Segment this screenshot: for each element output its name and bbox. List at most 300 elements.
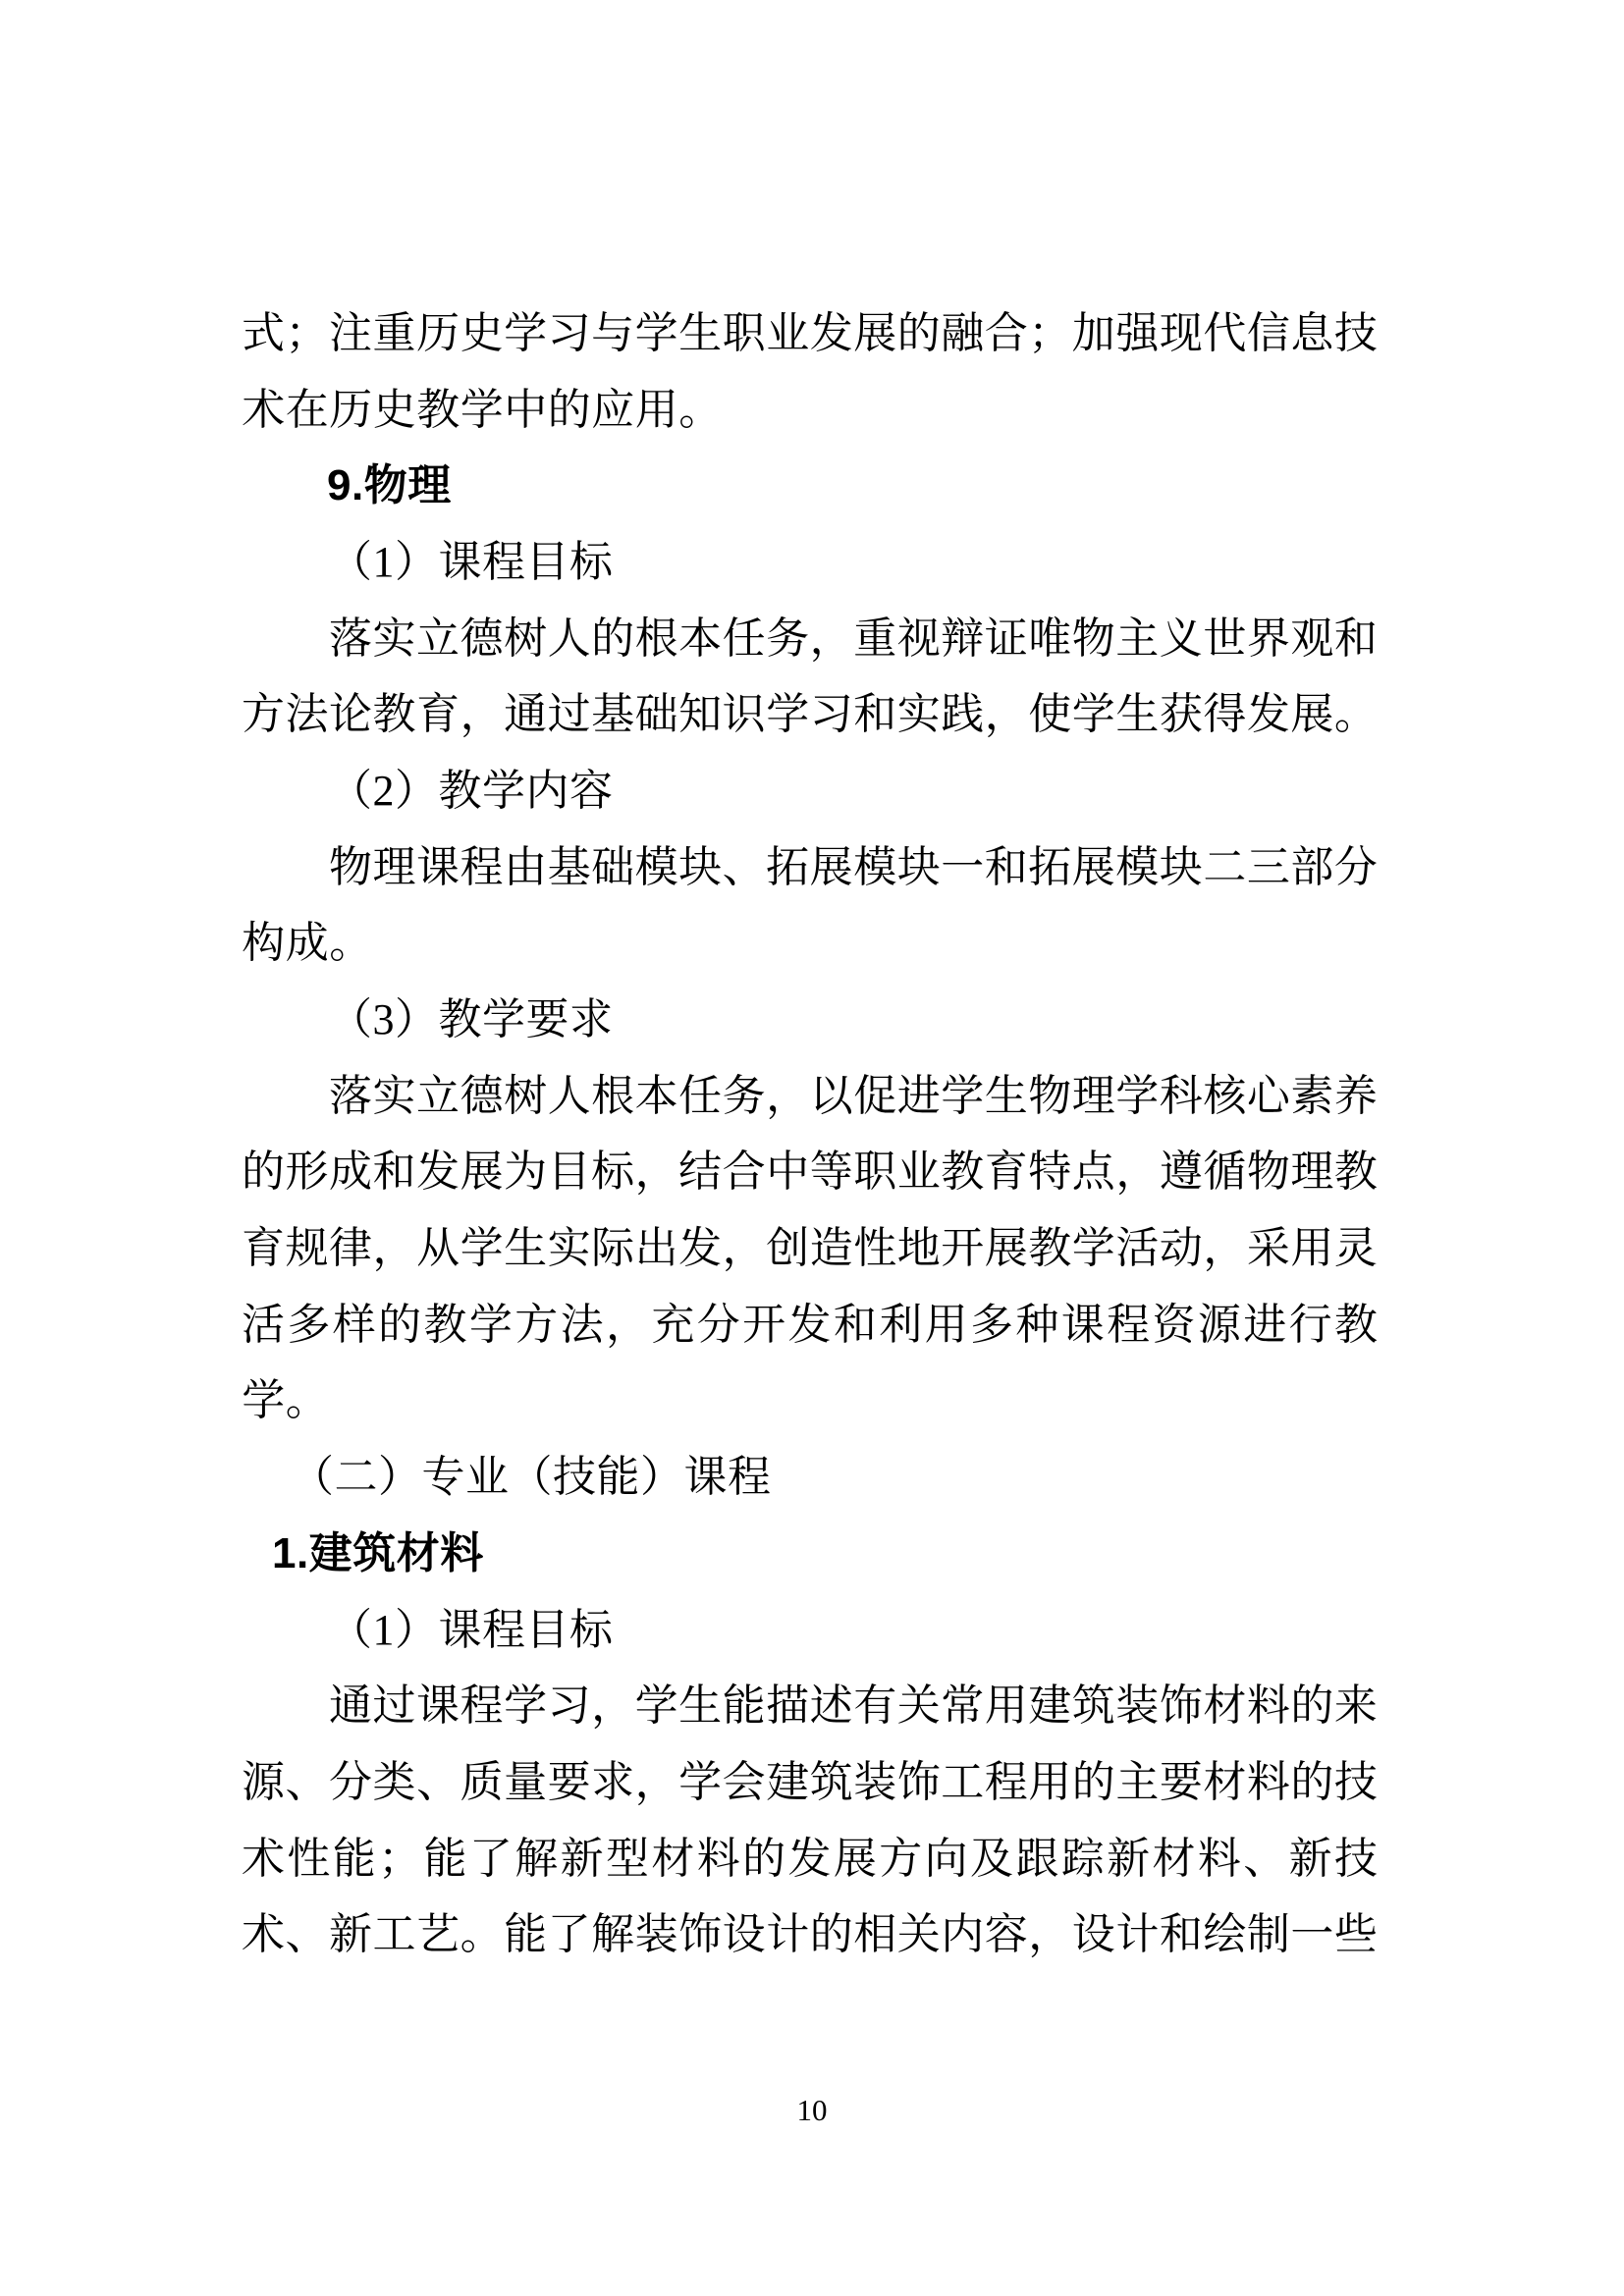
character-cell: 任 xyxy=(722,614,766,663)
character-cell: 多 xyxy=(287,1300,331,1349)
page-number: 10 xyxy=(796,2093,828,2127)
character-cell: 世 xyxy=(1203,614,1247,663)
character-cell: 主 xyxy=(1115,1757,1160,1806)
character-cell: 、 xyxy=(1243,1834,1287,1883)
character-cell: 类 xyxy=(372,1757,416,1806)
character-cell: 料 xyxy=(1246,1682,1290,1731)
character-cell: 的 xyxy=(547,385,591,434)
character-cell: 务 xyxy=(766,614,810,663)
body-line xyxy=(329,596,1378,672)
character-cell: 模 xyxy=(1115,842,1160,891)
character-cell: 学 xyxy=(634,1682,678,1731)
character-cell: 饰 xyxy=(1159,1682,1203,1731)
character-cell: 学 xyxy=(1115,1071,1160,1120)
character-cell: 性 xyxy=(287,1834,331,1883)
character-cell: 踪 xyxy=(1060,1834,1105,1883)
character-cell: 本 xyxy=(634,1071,678,1120)
character-cell: 活 xyxy=(242,1300,285,1349)
character-cell: 式 xyxy=(242,308,285,357)
character-cell: ， xyxy=(984,690,1028,739)
body-line xyxy=(329,1053,1378,1130)
character-cell: 的 xyxy=(1290,1682,1334,1731)
character-cell: 的 xyxy=(378,1300,422,1349)
character-cell: 学 xyxy=(460,1224,504,1273)
character-cell: 立 xyxy=(416,614,460,663)
character-cell: 学 xyxy=(468,1300,513,1349)
character-cell: 物 xyxy=(1028,1071,1072,1120)
character-cell: 发 xyxy=(1246,690,1290,739)
character-cell: 新 xyxy=(1107,1834,1151,1883)
character-cell: 核 xyxy=(1203,1071,1247,1120)
character-cell: 性 xyxy=(853,1224,897,1273)
character-cell: 任 xyxy=(678,1071,723,1120)
character-cell: 实 xyxy=(372,1071,416,1120)
character-cell: 业 xyxy=(766,308,810,357)
character-cell: 教 xyxy=(416,385,460,434)
character-cell: 以 xyxy=(809,1071,853,1120)
character-cell: 点 xyxy=(1071,1148,1115,1197)
character-cell: 课 xyxy=(1060,1300,1105,1349)
character-cell: 根 xyxy=(634,614,678,663)
character-cell: 地 xyxy=(896,1224,941,1273)
character-cell: 模 xyxy=(853,842,897,891)
character-cell: 和 xyxy=(1159,1910,1203,1959)
character-cell: 的 xyxy=(896,308,941,357)
character-cell: 展 xyxy=(1071,842,1115,891)
character-cell: 筑 xyxy=(809,1757,853,1806)
character-cell: 造 xyxy=(809,1224,853,1273)
character-cell: 常 xyxy=(941,1682,985,1731)
character-cell: 、 xyxy=(285,1757,329,1806)
character-cell: 标 xyxy=(591,1148,635,1197)
character-cell: 学 xyxy=(766,690,810,739)
character-cell: ； xyxy=(1028,308,1072,357)
character-cell: 学 xyxy=(460,385,504,434)
character-cell: 教 xyxy=(1028,1224,1072,1273)
character-cell: 基 xyxy=(547,842,591,891)
character-cell: 术 xyxy=(242,385,286,434)
character-cell: 知 xyxy=(678,690,723,739)
character-cell: 德 xyxy=(460,614,504,663)
body-line xyxy=(329,1663,1378,1739)
character-cell: 活 xyxy=(1115,1224,1160,1273)
character-cell: 代 xyxy=(1203,308,1247,357)
body-line xyxy=(242,901,1378,978)
character-cell: 过 xyxy=(547,690,591,739)
character-cell: ， xyxy=(634,1757,678,1806)
character-cell: 育 xyxy=(242,1224,285,1273)
character-cell: 部 xyxy=(1290,842,1334,891)
character-cell: 采 xyxy=(1246,1224,1290,1273)
character-cell: 。 xyxy=(329,919,373,968)
character-cell: 发 xyxy=(809,308,853,357)
character-cell: 和 xyxy=(833,1300,877,1349)
character-cell: 理 xyxy=(372,842,416,891)
character-cell: 些 xyxy=(1333,1910,1378,1959)
character-cell: ， xyxy=(766,1071,810,1120)
character-cell: 制 xyxy=(1246,1910,1290,1959)
character-cell: 发 xyxy=(678,1224,723,1273)
character-cell: 育 xyxy=(984,1148,1028,1197)
character-cell: 出 xyxy=(634,1224,678,1273)
character-cell: 观 xyxy=(1290,614,1334,663)
character-cell: 目 xyxy=(547,1148,591,1197)
character-cell: 础 xyxy=(634,690,678,739)
character-cell: 展 xyxy=(1290,690,1334,739)
character-cell: 教 xyxy=(1334,1300,1378,1349)
character-cell: 规 xyxy=(285,1224,329,1273)
character-cell: 遵 xyxy=(1159,1148,1203,1197)
character-cell: 。 xyxy=(678,385,723,434)
character-cell: 建 xyxy=(1028,1682,1072,1731)
character-cell: 习 xyxy=(547,1682,591,1731)
character-cell: 。 xyxy=(1333,690,1378,739)
character-cell: 在 xyxy=(285,385,329,434)
character-cell: 息 xyxy=(1290,308,1334,357)
body-line xyxy=(329,825,1378,901)
character-cell: 人 xyxy=(547,1071,591,1120)
character-cell: 艺 xyxy=(416,1910,460,1959)
character-cell: 用 xyxy=(1290,1224,1334,1273)
body-line xyxy=(242,671,1378,748)
character-cell: 用 xyxy=(984,1682,1028,1731)
character-cell: 分 xyxy=(696,1300,740,1349)
body-line xyxy=(242,1130,1378,1206)
character-cell: 饰 xyxy=(678,1910,723,1959)
character-cell: 展 xyxy=(833,1834,877,1883)
character-cell: 材 xyxy=(1203,1682,1247,1731)
character-cell: ， xyxy=(460,690,504,739)
character-cell: 块 xyxy=(678,842,723,891)
character-cell: 立 xyxy=(416,1071,460,1120)
character-cell: 筑 xyxy=(1071,1682,1115,1731)
character-cell: 成 xyxy=(285,919,329,968)
character-cell: 装 xyxy=(634,1910,678,1959)
character-cell: 学 xyxy=(634,308,678,357)
character-cell: 理 xyxy=(1071,1071,1115,1120)
body-line xyxy=(242,1892,1378,1968)
character-cell: 主 xyxy=(1115,614,1160,663)
character-cell: 特 xyxy=(1028,1148,1072,1197)
character-cell: 教 xyxy=(423,1300,467,1349)
character-cell: 创 xyxy=(766,1224,810,1273)
character-cell: 获 xyxy=(1159,690,1203,739)
character-cell: 充 xyxy=(651,1300,695,1349)
character-cell: 能 xyxy=(722,1682,766,1731)
character-cell: 技 xyxy=(1334,1834,1378,1883)
character-cell: 饰 xyxy=(896,1757,941,1806)
character-cell: 、 xyxy=(722,842,766,891)
character-cell: 实 xyxy=(372,614,416,663)
character-cell: 来 xyxy=(1333,1682,1378,1731)
character-cell: 绘 xyxy=(1203,1910,1247,1959)
character-cell: 三 xyxy=(1246,842,1290,891)
character-cell: 型 xyxy=(606,1834,649,1883)
character-cell: 发 xyxy=(787,1834,832,1883)
character-cell: 业 xyxy=(896,1148,941,1197)
character-cell: 有 xyxy=(853,1682,897,1731)
character-cell: 多 xyxy=(970,1300,1013,1349)
character-cell: 唯 xyxy=(1028,614,1072,663)
character-cell: 辩 xyxy=(941,614,985,663)
character-cell: 基 xyxy=(591,690,635,739)
character-cell: 资 xyxy=(1152,1300,1196,1349)
character-cell: 方 xyxy=(514,1300,559,1349)
character-cell: 课 xyxy=(416,1682,460,1731)
character-cell: 能 xyxy=(504,1910,548,1959)
character-cell: 教 xyxy=(372,690,416,739)
character-cell: 融 xyxy=(941,308,985,357)
character-cell: 过 xyxy=(372,1682,416,1731)
character-cell: 务 xyxy=(722,1071,766,1120)
character-cell: 展 xyxy=(984,1224,1028,1273)
character-cell: 生 xyxy=(1115,690,1160,739)
character-cell: 法 xyxy=(560,1300,604,1349)
character-cell: 。 xyxy=(285,1376,329,1425)
character-cell: 模 xyxy=(634,842,678,891)
character-cell: 相 xyxy=(853,1910,897,1959)
character-cell: 了 xyxy=(547,1910,591,1959)
character-cell: 的 xyxy=(591,614,635,663)
character-cell: 学 xyxy=(1071,1224,1115,1273)
character-cell: 养 xyxy=(1333,1071,1378,1120)
character-cell: 向 xyxy=(924,1834,968,1883)
character-cell: 程 xyxy=(1107,1300,1151,1349)
character-cell: 学 xyxy=(242,1376,286,1425)
character-cell: 历 xyxy=(416,308,460,357)
character-cell: 的 xyxy=(242,1148,285,1197)
character-cell: 能 xyxy=(332,1834,376,1883)
character-cell: 计 xyxy=(766,1910,810,1959)
character-cell: 与 xyxy=(591,308,635,357)
character-cell: 展 xyxy=(460,1148,504,1197)
character-cell: 容 xyxy=(984,1910,1028,1959)
character-cell: 源 xyxy=(1197,1300,1241,1349)
character-cell: 用 xyxy=(924,1300,968,1349)
character-cell: 分 xyxy=(329,1757,373,1806)
character-cell: 实 xyxy=(896,690,941,739)
character-cell: 循 xyxy=(1203,1148,1247,1197)
character-cell: 能 xyxy=(423,1834,467,1883)
character-cell: 合 xyxy=(722,1148,766,1197)
character-cell: 程 xyxy=(460,1682,504,1731)
character-cell: 新 xyxy=(560,1834,604,1883)
character-cell: ， xyxy=(372,1224,416,1273)
character-cell: ， xyxy=(591,1682,635,1731)
body-line xyxy=(242,291,1378,367)
character-cell: 职 xyxy=(722,308,766,357)
character-cell: 形 xyxy=(285,1148,329,1197)
character-cell: 料 xyxy=(1246,1757,1290,1806)
character-cell: 灵 xyxy=(1333,1224,1378,1273)
character-cell: 法 xyxy=(285,690,329,739)
character-cell: 跟 xyxy=(1015,1834,1059,1883)
character-cell: 科 xyxy=(1159,1071,1203,1120)
character-cell: 计 xyxy=(1115,1910,1160,1959)
body-line xyxy=(242,1816,1378,1893)
character-cell: 和 xyxy=(984,842,1028,891)
character-cell: 要 xyxy=(1159,1757,1203,1806)
character-cell: 内 xyxy=(941,1910,985,1959)
body-line xyxy=(242,1739,1378,1816)
character-cell: 重 xyxy=(853,614,897,663)
character-cell: ， xyxy=(634,1148,678,1197)
character-cell: 和 xyxy=(372,1148,416,1197)
character-cell: 物 xyxy=(1071,614,1115,663)
character-cell: 展 xyxy=(853,308,897,357)
character-cell: 史 xyxy=(372,385,416,434)
character-cell: 求 xyxy=(591,1757,635,1806)
character-cell: 等 xyxy=(809,1148,853,1197)
character-cell: 一 xyxy=(1290,1910,1334,1959)
character-cell: 装 xyxy=(1115,1682,1160,1731)
character-cell: ， xyxy=(1203,1224,1247,1273)
character-cell: 为 xyxy=(504,1148,548,1197)
character-cell: 装 xyxy=(853,1757,897,1806)
document-body xyxy=(242,291,1378,1968)
character-cell: 方 xyxy=(879,1834,923,1883)
character-cell: 工 xyxy=(941,1757,985,1806)
character-cell: ， xyxy=(722,1224,766,1273)
character-cell: 合 xyxy=(984,308,1028,357)
character-cell: 用 xyxy=(634,385,678,434)
character-cell: 生 xyxy=(678,308,723,357)
character-cell: 设 xyxy=(1071,1910,1115,1959)
character-cell: 论 xyxy=(329,690,373,739)
character-cell: ， xyxy=(809,614,853,663)
character-cell: 进 xyxy=(896,1071,941,1120)
body-line xyxy=(242,1205,1378,1282)
character-cell: 信 xyxy=(1246,308,1290,357)
character-cell: 和 xyxy=(853,690,897,739)
character-cell: 落 xyxy=(329,614,372,663)
character-cell: 根 xyxy=(591,1071,635,1120)
character-cell: 建 xyxy=(766,1757,810,1806)
character-cell: 了 xyxy=(468,1834,513,1883)
character-cell: 分 xyxy=(1333,842,1378,891)
character-cell: 树 xyxy=(504,614,548,663)
character-cell: 本 xyxy=(678,614,723,663)
character-cell: ； xyxy=(285,308,329,357)
character-cell: 种 xyxy=(1015,1300,1059,1349)
character-cell: 拓 xyxy=(766,842,810,891)
character-cell: 要 xyxy=(547,1757,591,1806)
character-cell: 用 xyxy=(1028,1757,1072,1806)
character-cell: 践 xyxy=(941,690,985,739)
character-cell: 习 xyxy=(547,308,591,357)
character-cell: 际 xyxy=(591,1224,635,1273)
character-cell: 块 xyxy=(1159,842,1203,891)
character-cell: 的 xyxy=(742,1834,786,1883)
subheading-1-course-goals: （1）课程目标 xyxy=(329,537,614,586)
subheading-2-teaching-content: （2）教学内容 xyxy=(329,766,614,815)
character-cell: 历 xyxy=(329,385,373,434)
character-cell: 技 xyxy=(1333,1757,1378,1806)
character-cell: 职 xyxy=(853,1148,897,1197)
character-cell: 的 xyxy=(1290,1757,1334,1806)
character-cell: ， xyxy=(1028,1910,1072,1959)
character-cell: 。 xyxy=(460,1910,504,1959)
character-cell: ， xyxy=(1115,1148,1160,1197)
character-cell: 会 xyxy=(722,1757,766,1806)
character-cell: 学 xyxy=(941,1071,985,1120)
character-cell: 习 xyxy=(809,690,853,739)
character-cell: 方 xyxy=(242,690,285,739)
character-cell: 重 xyxy=(372,308,416,357)
body-line xyxy=(242,1282,1378,1359)
character-cell: 结 xyxy=(678,1148,723,1197)
character-cell: 育 xyxy=(416,690,460,739)
character-cell: 落 xyxy=(329,1071,372,1120)
character-cell: 利 xyxy=(879,1300,923,1349)
character-cell: 解 xyxy=(514,1834,559,1883)
body-line xyxy=(242,1359,1378,1435)
character-cell: 二 xyxy=(1203,842,1247,891)
character-cell: 工 xyxy=(372,1910,416,1959)
character-cell: 材 xyxy=(651,1834,695,1883)
character-cell: 设 xyxy=(722,1910,766,1959)
character-cell: 中 xyxy=(504,385,548,434)
character-cell: 一 xyxy=(941,842,985,891)
character-cell: 构 xyxy=(242,919,286,968)
character-cell: 律 xyxy=(329,1224,373,1273)
character-cell: 新 xyxy=(329,1910,373,1959)
heading-9-physics: 9.物理 xyxy=(327,461,452,510)
character-cell: 中 xyxy=(766,1148,810,1197)
character-cell: 使 xyxy=(1028,690,1072,739)
character-cell: 得 xyxy=(1203,690,1247,739)
heading-1-building-materials: 1.建筑材料 xyxy=(272,1528,484,1577)
character-cell: 人 xyxy=(547,614,591,663)
character-cell: 发 xyxy=(416,1148,460,1197)
character-cell: 学 xyxy=(504,308,548,357)
character-cell: ； xyxy=(378,1834,422,1883)
subheading-3-teaching-requirements: （3）教学要求 xyxy=(329,995,614,1044)
character-cell: 础 xyxy=(591,842,635,891)
character-cell: 关 xyxy=(896,1910,941,1959)
character-cell: 述 xyxy=(809,1682,853,1731)
character-cell: 料 xyxy=(1197,1834,1241,1883)
character-cell: 进 xyxy=(1243,1300,1287,1349)
character-cell: 块 xyxy=(896,842,941,891)
character-cell: 现 xyxy=(1159,308,1203,357)
character-cell: 展 xyxy=(809,842,853,891)
character-cell: 成 xyxy=(329,1148,373,1197)
character-cell: 开 xyxy=(941,1224,985,1273)
character-cell: 、 xyxy=(416,1757,460,1806)
character-cell: 描 xyxy=(766,1682,810,1731)
character-cell: 术 xyxy=(242,1910,285,1959)
character-cell: 识 xyxy=(722,690,766,739)
character-cell: 实 xyxy=(547,1224,591,1273)
character-cell: 拓 xyxy=(1028,842,1072,891)
character-cell: 材 xyxy=(1203,1757,1247,1806)
character-cell: 注 xyxy=(329,308,373,357)
character-cell: 德 xyxy=(460,1071,504,1120)
character-cell: 动 xyxy=(1159,1224,1203,1273)
character-cell: 教 xyxy=(941,1148,985,1197)
character-cell: 生 xyxy=(984,1071,1028,1120)
character-cell: 物 xyxy=(329,842,372,891)
character-cell: 的 xyxy=(809,1910,853,1959)
character-cell: 学 xyxy=(1071,690,1115,739)
character-cell: 关 xyxy=(896,1682,941,1731)
character-cell: 解 xyxy=(591,1910,635,1959)
character-cell: 程 xyxy=(460,842,504,891)
character-cell: 质 xyxy=(460,1757,504,1806)
character-cell: 和 xyxy=(1333,614,1378,663)
character-cell: 学 xyxy=(504,1682,548,1731)
